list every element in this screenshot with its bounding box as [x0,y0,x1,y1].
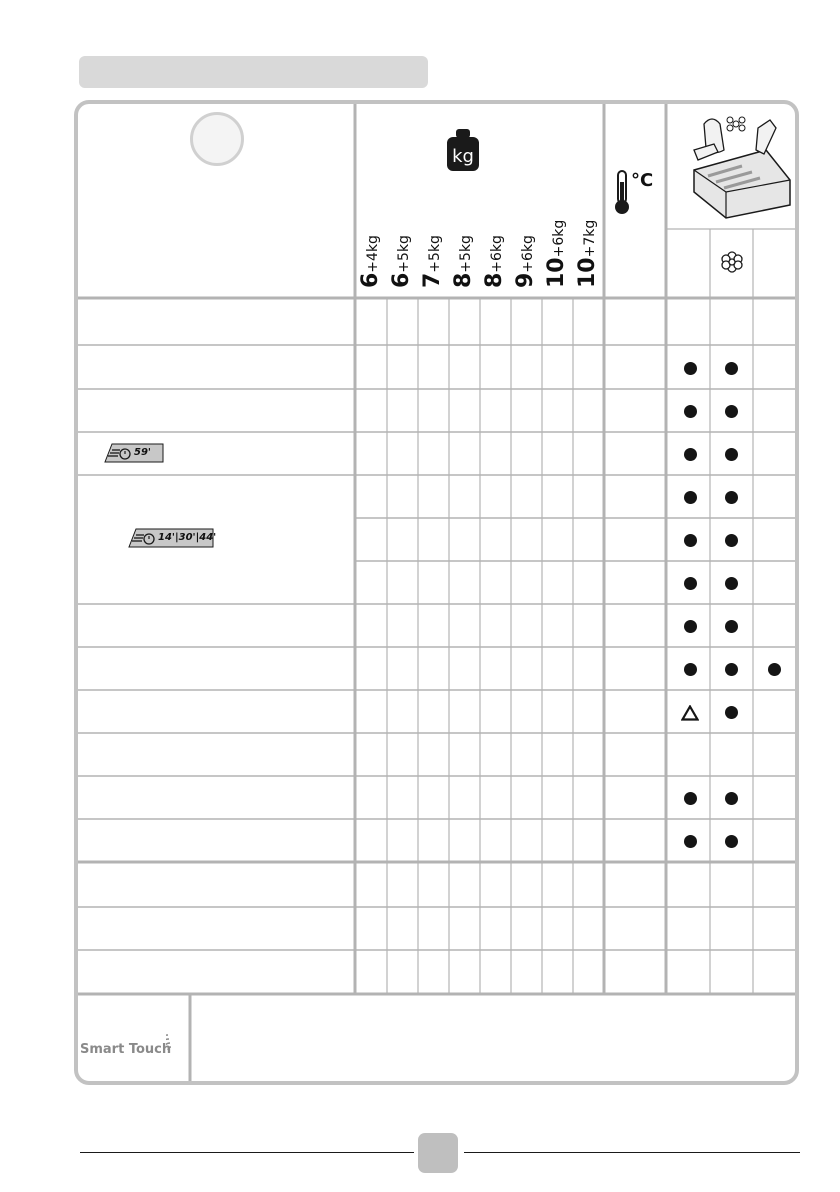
dot-mark [725,792,738,805]
temperature-label: °C [631,170,654,191]
nfc-signal-icon [166,1034,186,1052]
capacity-extra: +7 [581,236,598,258]
dot-mark [684,663,697,676]
load-weight-icon [446,128,480,172]
smart-touch-label: Smart Touch [80,1042,172,1057]
dot-mark [768,663,781,676]
quick-multi-text: 14'|30'|44' [158,532,217,543]
capacity-caption [512,235,538,288]
capacity-caption [388,235,414,288]
capacity-main: 6 [358,272,383,288]
capacity-unit: kg [488,235,505,253]
capacity-unit: kg [426,235,443,253]
dot-mark [684,448,697,461]
capacity-main: 10 [574,257,600,288]
capacity-main: 6 [388,272,414,288]
quick-59-badge [104,443,164,467]
dot-mark [684,491,697,504]
dot-mark [684,835,697,848]
capacity-extra: +5 [395,252,412,273]
capacity-caption [574,219,600,288]
capacity-extra: +6 [488,252,505,273]
capacity-unit: kg [365,235,381,253]
capacity-unit: kg [395,235,412,253]
capacity-extra: +4 [365,252,381,273]
dot-mark [725,663,738,676]
dot-mark [684,534,697,547]
programme-dial-icon [190,112,244,166]
capacity-unit: kg [550,219,567,237]
dot-mark [684,362,697,375]
dot-mark [684,620,697,633]
dot-mark [725,534,738,547]
capacity-caption [360,235,382,288]
capacity-extra: +6 [550,236,567,258]
capacity-caption [419,235,445,288]
capacity-main: 8 [481,272,507,288]
capacity-main: 8 [450,272,476,288]
dot-mark [725,405,738,418]
footer-rule-left [80,1152,414,1153]
page-number-tab [418,1133,458,1173]
capacity-extra: +5 [457,252,474,273]
kg-label: kg [452,146,474,167]
footer-rule-right [464,1152,800,1153]
capacity-unit: kg [457,235,474,253]
dot-mark [725,620,738,633]
capacity-unit: kg [519,235,536,253]
dot-mark [684,405,697,418]
dot-mark [725,577,738,590]
capacity-main: 9 [512,272,538,288]
dot-mark [725,491,738,504]
triangle-mark [681,705,699,721]
quick-multi-badge [128,528,217,552]
dot-mark [684,792,697,805]
dot-mark [725,362,738,375]
thermometer-icon [613,170,631,216]
capacity-caption [481,235,507,288]
capacity-main: 10 [543,257,569,288]
capacity-main: 7 [419,272,445,288]
dot-mark [725,835,738,848]
detergent-drawer-icon [686,110,796,220]
quick-59-text: 59' [134,447,151,458]
triangle-mark-shape [683,706,698,719]
dot-mark [725,706,738,719]
capacity-extra: +5 [426,252,443,273]
capacity-caption [543,219,569,288]
dot-mark [684,577,697,590]
capacity-caption [450,235,476,288]
capacity-extra: +6 [519,252,536,273]
dot-mark [725,448,738,461]
fabric-softener-icon [720,250,744,274]
capacity-unit: kg [581,219,598,237]
